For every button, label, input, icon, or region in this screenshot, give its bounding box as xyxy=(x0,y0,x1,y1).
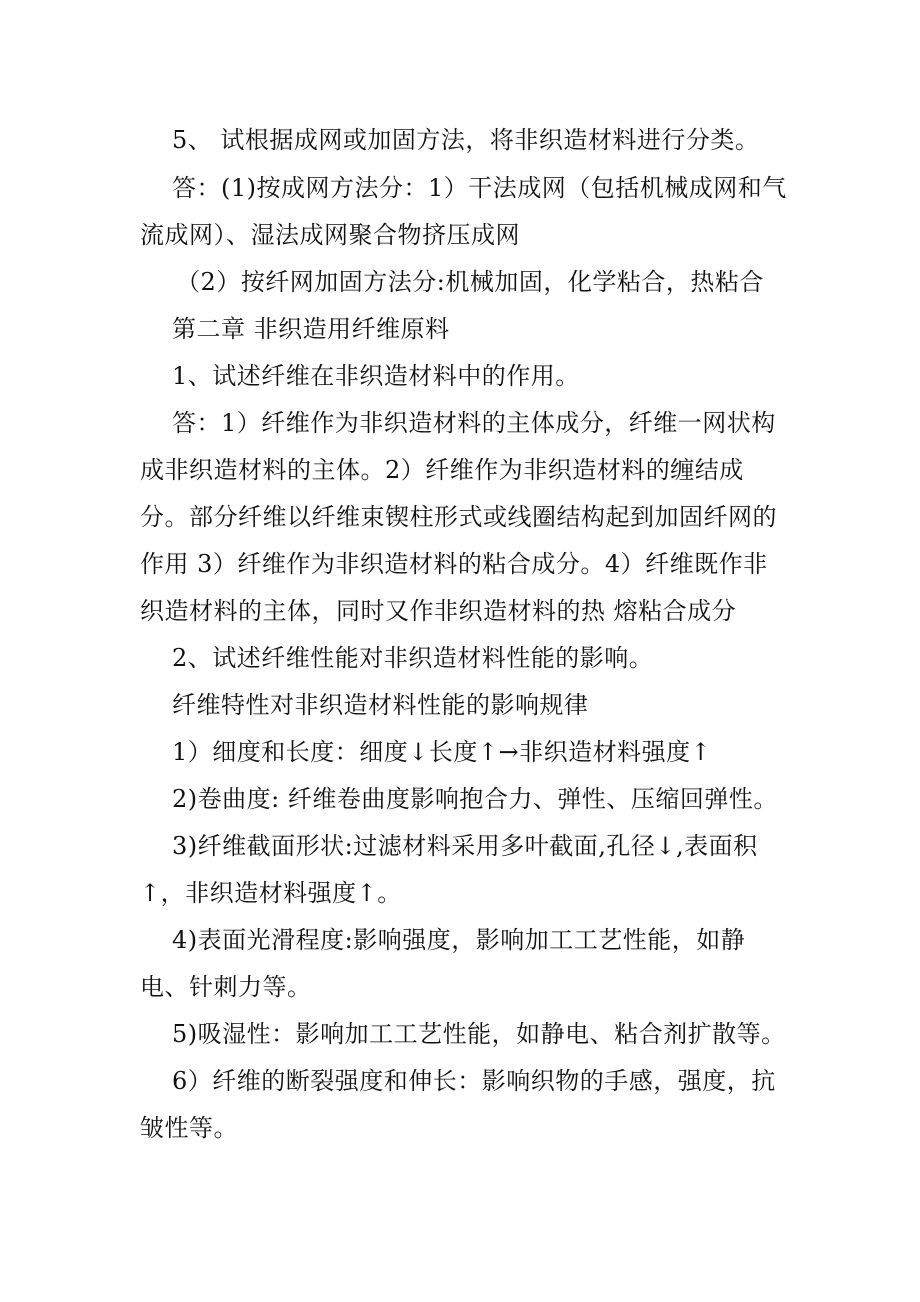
paragraph-item-3: 3)纤维截面形状:过滤材料采用多叶截面,孔径↓,表面积↑，非织造材料强度↑。 xyxy=(140,832,758,907)
document-body xyxy=(140,115,790,1152)
paragraph-item-2: 2)卷曲度: 纤维卷曲度影响抱合力、弹性、压缩回弹性。 xyxy=(172,785,778,813)
paragraph-question-1: 1、试述纤维在非织造材料中的作用。 xyxy=(172,362,580,390)
paragraph-question-5: 5、 试根据成网或加固方法，将非织造材料进行分类。 xyxy=(172,126,760,154)
paragraph-answer-1: 答：1）纤维作为非织造材料的主体成分，纤维一网状构成非织造材料的主体。2）纤维作为非织造材料的缠结成分。部分纤维以纤维束锲柱形式或线圈结构起到加固纤网的作用 3）纤维作为非织造材料的粘合成分。4）纤维既作非织造材料的主体，同时又作非织造材料的热 熔粘合成分 xyxy=(140,409,777,625)
paragraph-question-2: 2、试述纤维性能对非织造材料性能的影响。 xyxy=(172,644,654,672)
paragraph-answer-5-part-2: （2）按纤网加固方法分:机械加固，化学粘合，热粘合 xyxy=(176,268,764,296)
chapter-heading: 第二章 非织造用纤维原料 xyxy=(172,315,450,343)
paragraph-answer-5-part-1: 答：(1)按成网方法分：1）干法成网（包括机械成网和气流成网）、湿法成网聚合物挤压成网 xyxy=(140,174,787,249)
paragraph-subheading: 纤维特性对非织造材料性能的影响规律 xyxy=(172,691,589,719)
paragraph-item-1: 1）细度和长度：细度↓长度↑→非织造材料强度↑ xyxy=(172,738,712,766)
paragraph-item-4: 4)表面光滑程度:影响强度，影响加工工艺性能，如静电、针刺力等。 xyxy=(140,926,746,1001)
paragraph-item-5: 5)吸湿性：影响加工工艺性能，如静电、粘合剂扩散等。 xyxy=(172,1020,786,1048)
paragraph-item-6: 6）纤维的断裂强度和伸长：影响织物的手感，强度，抗皱性等。 xyxy=(140,1067,776,1142)
